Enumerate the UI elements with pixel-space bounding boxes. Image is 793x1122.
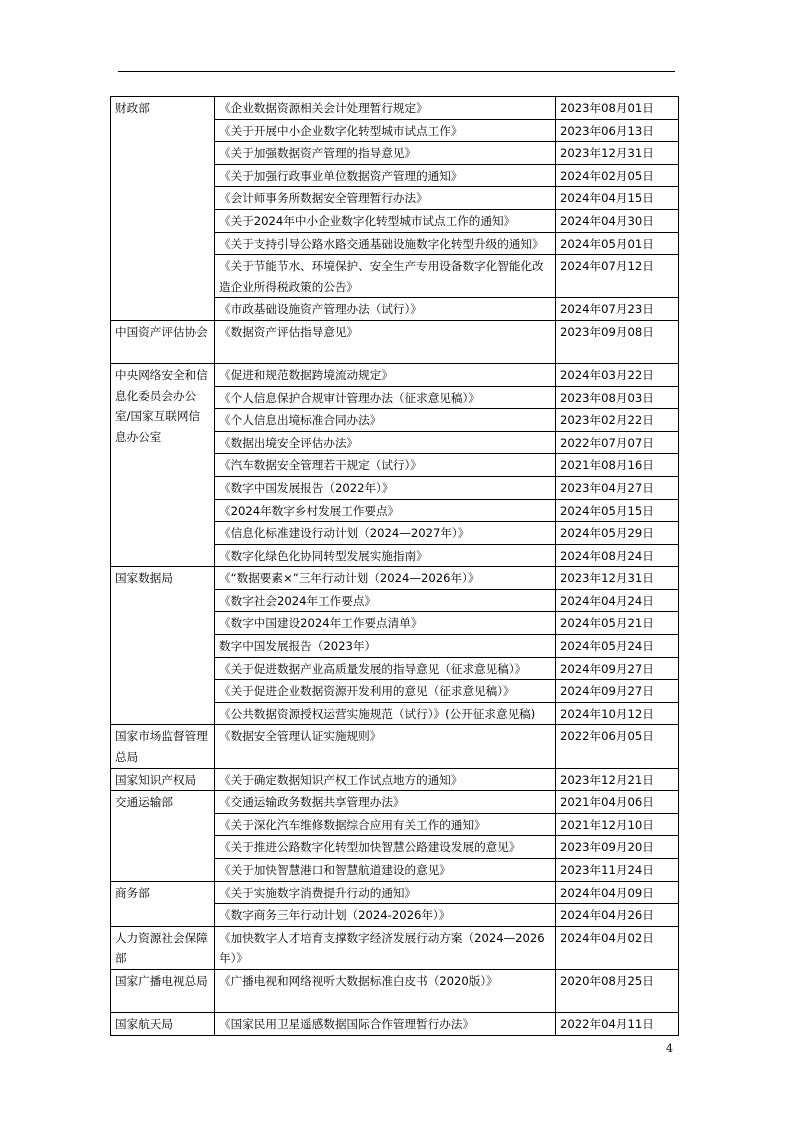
date-cell: 2023年09月08日 xyxy=(556,320,679,363)
document-title-cell: 《市政基础设施资产管理办法（试行）》 xyxy=(215,298,556,321)
date-cell: 2024年08月24日 xyxy=(556,544,679,567)
document-title-cell: 《“数据要素×”三年行动计划（2024—2026年）》 xyxy=(215,567,556,590)
document-title-cell: 《加快数字人才培育支撑数字经济发展行动方案（2024—2026年）》 xyxy=(215,926,556,969)
table-row xyxy=(111,881,679,904)
date-cell: 2024年04月26日 xyxy=(556,904,679,927)
table-row xyxy=(111,97,679,120)
date-cell: 2024年04月15日 xyxy=(556,187,679,210)
document-title-cell: 《关于开展中小企业数字化转型城市试点工作》 xyxy=(215,119,556,142)
document-title-cell: 《数据资产评估指导意见》 xyxy=(215,320,556,363)
date-cell: 2024年04月02日 xyxy=(556,926,679,969)
table-row xyxy=(111,567,679,590)
table-row xyxy=(111,320,679,363)
date-cell: 2023年08月03日 xyxy=(556,386,679,409)
date-cell: 2024年10月12日 xyxy=(556,702,679,725)
document-title-cell: 数字中国发展报告（2023年） xyxy=(215,635,556,658)
date-cell: 2024年09月27日 xyxy=(556,680,679,703)
table-row xyxy=(111,768,679,791)
date-cell: 2024年05月21日 xyxy=(556,612,679,635)
policy-table xyxy=(110,96,679,1036)
document-title-cell: 《国家民用卫星遥感数据国际合作管理暂行办法》 xyxy=(215,1012,556,1035)
table-row xyxy=(111,969,679,1012)
document-title-cell: 《数据安全管理认证实施规则》 xyxy=(215,725,556,768)
date-cell: 2021年04月06日 xyxy=(556,791,679,814)
table-row xyxy=(111,725,679,768)
date-cell: 2020年08月25日 xyxy=(556,969,679,1012)
department-cell: 国家市场监督管理总局 xyxy=(111,725,215,768)
date-cell: 2023年04月27日 xyxy=(556,476,679,499)
department-cell: 交通运输部 xyxy=(111,791,215,881)
document-title-cell: 《数字商务三年行动计划（2024-2026年）》 xyxy=(215,904,556,927)
date-cell: 2023年12月21日 xyxy=(556,768,679,791)
date-cell: 2023年12月31日 xyxy=(556,142,679,165)
department-cell: 财政部 xyxy=(111,97,215,321)
department-cell: 中国资产评估协会 xyxy=(111,320,215,363)
document-title-cell: 《关于加强行政事业单位数据资产管理的通知》 xyxy=(215,164,556,187)
date-cell: 2023年06月13日 xyxy=(556,119,679,142)
document-title-cell: 《汽车数据安全管理若干规定（试行）》 xyxy=(215,454,556,477)
document-title-cell: 《关于节能节水、环境保护、安全生产专用设备数字化智能化改造企业所得税政策的公告》 xyxy=(215,255,556,298)
table-row xyxy=(111,363,679,386)
date-cell: 2024年04月09日 xyxy=(556,881,679,904)
department-cell: 国家航天局 xyxy=(111,1012,215,1035)
date-cell: 2024年05月01日 xyxy=(556,232,679,255)
date-cell: 2023年11月24日 xyxy=(556,859,679,882)
date-cell: 2022年06月05日 xyxy=(556,725,679,768)
document-title-cell: 《数字中国发展报告（2022年）》 xyxy=(215,476,556,499)
policy-table-body xyxy=(111,97,679,1036)
document-title-cell: 《关于确定数据知识产权工作试点地方的通知》 xyxy=(215,768,556,791)
document-title-cell: 《数据出境安全评估办法》 xyxy=(215,431,556,454)
date-cell: 2021年08月16日 xyxy=(556,454,679,477)
document-title-cell: 《促进和规范数据跨境流动规定》 xyxy=(215,363,556,386)
document-title-cell: 《关于深化汽车维修数据综合应用有关工作的通知》 xyxy=(215,813,556,836)
date-cell: 2024年04月24日 xyxy=(556,589,679,612)
document-title-cell: 《数字社会2024年工作要点》 xyxy=(215,589,556,612)
date-cell: 2022年04月11日 xyxy=(556,1012,679,1035)
department-cell: 商务部 xyxy=(111,881,215,926)
document-title-cell: 《会计师事务所数据安全管理暂行办法》 xyxy=(215,187,556,210)
date-cell: 2024年02月05日 xyxy=(556,164,679,187)
date-cell: 2023年02月22日 xyxy=(556,409,679,432)
date-cell: 2024年09月27日 xyxy=(556,657,679,680)
table-row xyxy=(111,1012,679,1035)
document-title-cell: 《关于2024年中小企业数字化转型城市试点工作的通知》 xyxy=(215,209,556,232)
document-title-cell: 《关于实施数字消费提升行动的通知》 xyxy=(215,881,556,904)
date-cell: 2023年12月31日 xyxy=(556,567,679,590)
date-cell: 2024年03月22日 xyxy=(556,363,679,386)
date-cell: 2022年07月07日 xyxy=(556,431,679,454)
document-title-cell: 《信息化标准建设行动计划（2024—2027年）》 xyxy=(215,522,556,545)
document-title-cell: 《交通运输政务数据共享管理办法》 xyxy=(215,791,556,814)
department-cell: 国家广播电视总局 xyxy=(111,969,215,1012)
document-title-cell: 《企业数据资源相关会计处理暂行规定》 xyxy=(215,97,556,120)
date-cell: 2024年05月24日 xyxy=(556,635,679,658)
document-title-cell: 《2024年数字乡村发展工作要点》 xyxy=(215,499,556,522)
document-title-cell: 《公共数据资源授权运营实施规范（试行）》(公开征求意见稿) xyxy=(215,702,556,725)
document-title-cell: 《数字化绿色化协同转型发展实施指南》 xyxy=(215,544,556,567)
document-title-cell: 《关于支持引导公路水路交通基础设施数字化转型升级的通知》 xyxy=(215,232,556,255)
table-row xyxy=(111,926,679,969)
document-title-cell: 《关于促进数据产业高质量发展的指导意见（征求意见稿）》 xyxy=(215,657,556,680)
date-cell: 2023年08月01日 xyxy=(556,97,679,120)
date-cell: 2024年05月15日 xyxy=(556,499,679,522)
document-title-cell: 《数字中国建设2024年工作要点清单》 xyxy=(215,612,556,635)
document-title-cell: 《关于加强数据资产管理的指导意见》 xyxy=(215,142,556,165)
date-cell: 2024年07月23日 xyxy=(556,298,679,321)
document-title-cell: 《关于促进企业数据资源开发利用的意见（征求意见稿）》 xyxy=(215,680,556,703)
table-row xyxy=(111,791,679,814)
date-cell: 2023年09月20日 xyxy=(556,836,679,859)
document-title-cell: 《关于推进公路数字化转型加快智慧公路建设发展的意见》 xyxy=(215,836,556,859)
date-cell: 2024年04月30日 xyxy=(556,209,679,232)
department-cell: 中央网络安全和信息化委员会办公室/国家互联网信息办公室 xyxy=(111,363,215,566)
date-cell: 2021年12月10日 xyxy=(556,813,679,836)
date-cell: 2024年07月12日 xyxy=(556,255,679,298)
document-title-cell: 《关于加快智慧港口和智慧航道建设的意见》 xyxy=(215,859,556,882)
date-cell: 2024年05月29日 xyxy=(556,522,679,545)
department-cell: 人力资源社会保障部 xyxy=(111,926,215,969)
document-title-cell: 《广播电视和网络视听大数据标准白皮书（2020版）》 xyxy=(215,969,556,1012)
header-rule xyxy=(118,71,675,72)
document-title-cell: 《个人信息保护合规审计管理办法（征求意见稿）》 xyxy=(215,386,556,409)
document-title-cell: 《个人信息出境标准合同办法》 xyxy=(215,409,556,432)
department-cell: 国家数据局 xyxy=(111,567,215,725)
department-cell: 国家知识产权局 xyxy=(111,768,215,791)
page-number: 4 xyxy=(666,1042,673,1055)
